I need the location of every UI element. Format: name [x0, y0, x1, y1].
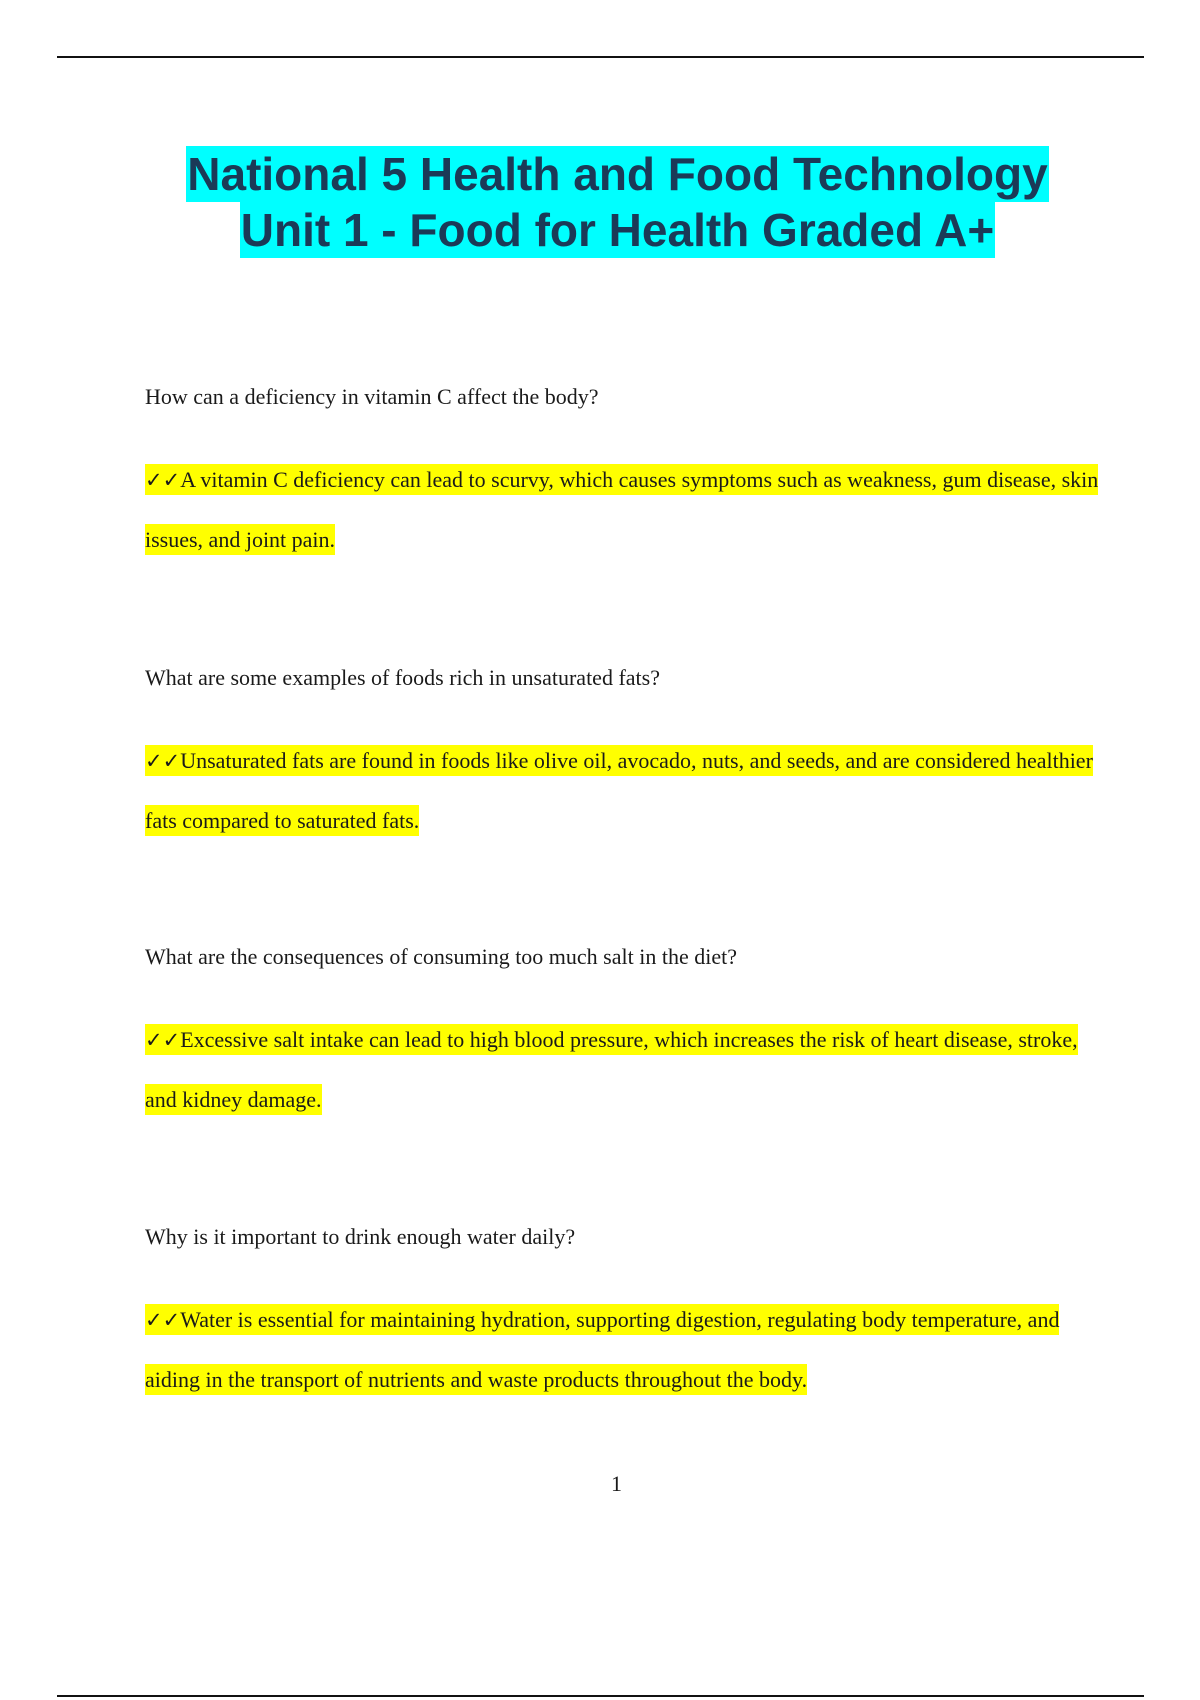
footer-rule	[57, 1695, 1144, 1697]
qa-item	[145, 663, 1105, 851]
answer-text	[145, 450, 1105, 570]
question-text: What are some examples of foods rich in unsaturated fats?	[145, 665, 660, 690]
double-check-icon: ✓✓	[145, 749, 181, 773]
qa-item	[145, 942, 1105, 1130]
title-line-2: Unit 1 - Food for Health Graded A+	[240, 204, 995, 256]
answer-text	[145, 1290, 1105, 1410]
answer-body: Water is essential for maintaining hydration, supporting digestion, regulating body temperature, and aiding in the transport of nutrients and waste products throughout the body.	[145, 1307, 1060, 1392]
title-line-1: National 5 Health and Food Technology	[187, 148, 1048, 200]
header-rule	[57, 56, 1144, 58]
question-text: How can a deficiency in vitamin C affect the body?	[145, 384, 599, 409]
answer-text	[145, 731, 1105, 851]
qa-item	[145, 1222, 1105, 1410]
double-check-icon: ✓✓	[145, 1028, 181, 1052]
page-number: 1	[611, 1471, 622, 1496]
answer-text	[145, 1010, 1105, 1130]
qa-item	[145, 382, 1105, 570]
question-text: Why is it important to drink enough water daily?	[145, 1224, 576, 1249]
answer-body: Unsaturated fats are found in foods like olive oil, avocado, nuts, and seeds, and are considered healthier fats compared to saturated fats.	[145, 748, 1093, 833]
double-check-icon: ✓✓	[145, 1308, 181, 1332]
document-title	[100, 146, 1135, 258]
answer-body: Excessive salt intake can lead to high blood pressure, which increases the risk of heart disease, stroke, and kidney damage.	[145, 1027, 1078, 1112]
question-text: What are the consequences of consuming too much salt in the diet?	[145, 944, 737, 969]
answer-body: A vitamin C deficiency can lead to scurvy, which causes symptoms such as weakness, gum disease, skin issues, and joint pain.	[145, 467, 1099, 552]
double-check-icon: ✓✓	[145, 468, 181, 492]
